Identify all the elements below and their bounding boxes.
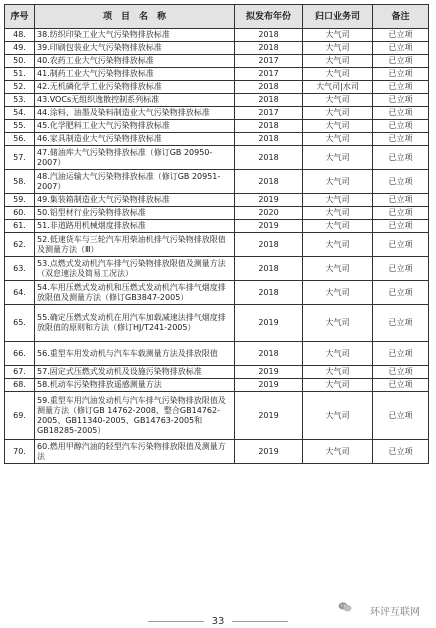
department: 大气司 [303,379,373,392]
table-row [5,342,429,366]
note-status: 已立项 [373,133,429,146]
table-header-row [5,5,429,29]
row-number: 65. [5,305,35,342]
note-status: 已立项 [373,29,429,42]
release-year: 2018 [235,94,303,107]
department: 大气司 [303,120,373,133]
standard-name: 57.固定式压燃式发动机及设施污染物排放标准 [35,366,235,379]
standard-name: 46.家具制造业大气污染物排放标准 [35,133,235,146]
note-status: 已立项 [373,207,429,220]
department: 大气司 [303,29,373,42]
department: 大气司 [303,170,373,194]
wechat-icon [338,601,352,613]
release-year: 2019 [235,220,303,233]
table-row [5,107,429,120]
standard-name: 50.铝型材行业污染物排放标准 [35,207,235,220]
release-year: 2019 [235,194,303,207]
row-number: 54. [5,107,35,120]
row-number: 69. [5,392,35,440]
standard-name: 49.集装箱制造业大气污染物排放标准 [35,194,235,207]
row-number: 68. [5,379,35,392]
standard-name: 55.确定压燃式发动机在用汽车加载减速法排气烟度排放限值的原则和方法（修订HJ/T241-2005） [35,305,235,342]
department: 大气司 [303,94,373,107]
table-row [5,233,429,257]
standard-name: 60.燃用甲醇汽油的轻型汽车污染物排放限值及测量方法 [35,440,235,464]
row-number: 48. [5,29,35,42]
row-number: 61. [5,220,35,233]
department: 大气司 [303,233,373,257]
page-footer [0,597,436,627]
header-dept: 归口业务司 [303,5,373,29]
standard-name: 48.汽油运输大气污染物排放标准（修订GB 20951-2007） [35,170,235,194]
table-row [5,42,429,55]
standard-name: 54.车用压燃式发动机和压燃式发动机汽车排气烟度排放限值及测量方法（修订GB3847-2005） [35,281,235,305]
row-number: 50. [5,55,35,68]
standard-name: 56.重型车用发动机与汽车车载测量方法及排放限值 [35,342,235,366]
note-status: 已立项 [373,342,429,366]
row-number: 63. [5,257,35,281]
department: 大气司 [303,440,373,464]
standard-name: 43.VOCs无组织逸散控制系列标准 [35,94,235,107]
standard-name: 53.点燃式发动机汽车排气污染物排放限值及测量方法（双怠速法及简易工况法） [35,257,235,281]
standard-name: 39.印刷包装业大气污染物排放标准 [35,42,235,55]
release-year: 2020 [235,207,303,220]
table-row [5,146,429,170]
table-row [5,29,429,42]
department: 大气司 [303,146,373,170]
table-row [5,281,429,305]
table-row [5,440,429,464]
row-number: 56. [5,133,35,146]
page-number [0,616,436,627]
table-row [5,133,429,146]
release-year: 2017 [235,68,303,81]
standard-name: 45.化学肥料工业大气污染物排放标准 [35,120,235,133]
department: 大气司|水司 [303,81,373,94]
release-year: 2018 [235,233,303,257]
department: 大气司 [303,207,373,220]
note-status: 已立项 [373,170,429,194]
note-status: 已立项 [373,233,429,257]
department: 大气司 [303,342,373,366]
table-row [5,366,429,379]
standard-name: 41.制药工业大气污染物排放标准 [35,68,235,81]
table-row [5,55,429,68]
table-row [5,257,429,281]
department: 大气司 [303,392,373,440]
standard-name: 47.储油库大气污染物排放标准（修订GB 20950-2007） [35,146,235,170]
row-number: 49. [5,42,35,55]
note-status: 已立项 [373,81,429,94]
department: 大气司 [303,257,373,281]
department: 大气司 [303,194,373,207]
release-year: 2019 [235,392,303,440]
header-no: 序号 [5,5,35,29]
release-year: 2018 [235,146,303,170]
note-status: 已立项 [373,146,429,170]
standard-name: 51.非道路用机械烟度排放标准 [35,220,235,233]
note-status: 已立项 [373,366,429,379]
table-row [5,220,429,233]
note-status: 已立项 [373,120,429,133]
release-year: 2019 [235,305,303,342]
release-year: 2019 [235,379,303,392]
release-year: 2018 [235,29,303,42]
table-row [5,68,429,81]
table-row [5,207,429,220]
note-status: 已立项 [373,220,429,233]
table-row [5,379,429,392]
note-status: 已立项 [373,379,429,392]
release-year: 2018 [235,120,303,133]
row-number: 66. [5,342,35,366]
header-note: 备注 [373,5,429,29]
department: 大气司 [303,107,373,120]
table-row [5,120,429,133]
department: 大气司 [303,68,373,81]
department: 大气司 [303,305,373,342]
department: 大气司 [303,42,373,55]
row-number: 64. [5,281,35,305]
standard-name: 44.涂料、油墨及染料制造业大气污染物排放标准 [35,107,235,120]
standard-name: 59.重型车用汽油发动机与汽车排气污染物排放限值及测量方法（修订GB 14762-2008，整合GB14762-2005、GB11340-2005、GB14763-2005和GB18285-2005） [35,392,235,440]
release-year: 2019 [235,440,303,464]
note-status: 已立项 [373,55,429,68]
release-year: 2018 [235,257,303,281]
note-status: 已立项 [373,194,429,207]
release-year: 2018 [235,342,303,366]
department: 大气司 [303,281,373,305]
standard-name: 42.无机磷化学工业污染物排放标准 [35,81,235,94]
note-status: 已立项 [373,281,429,305]
row-number: 62. [5,233,35,257]
row-number: 67. [5,366,35,379]
standard-name: 58.机动车污染物排放遥感测量方法 [35,379,235,392]
row-number: 70. [5,440,35,464]
note-status: 已立项 [373,257,429,281]
row-number: 57. [5,146,35,170]
header-year: 拟发布年份 [235,5,303,29]
release-year: 2018 [235,81,303,94]
page-number-text: 33 [211,616,225,627]
note-status: 已立项 [373,107,429,120]
row-number: 51. [5,68,35,81]
row-number: 59. [5,194,35,207]
row-number: 60. [5,207,35,220]
release-year: 2018 [235,281,303,305]
release-year: 2017 [235,55,303,68]
row-number: 53. [5,94,35,107]
note-status: 已立项 [373,440,429,464]
department: 大气司 [303,55,373,68]
row-number: 52. [5,81,35,94]
standards-table [4,4,429,464]
row-number: 58. [5,170,35,194]
table-row [5,305,429,342]
table-row [5,170,429,194]
table-row [5,194,429,207]
watermark-text: 环评互联网 [370,607,420,618]
note-status: 已立项 [373,42,429,55]
note-status: 已立项 [373,305,429,342]
header-name: 项 目 名 称 [35,5,235,29]
department: 大气司 [303,133,373,146]
row-number: 55. [5,120,35,133]
note-status: 已立项 [373,68,429,81]
standard-name: 38.纺织印染工业大气污染物排放标准 [35,29,235,42]
release-year: 2017 [235,107,303,120]
table-row [5,94,429,107]
note-status: 已立项 [373,94,429,107]
release-year: 2018 [235,133,303,146]
release-year: 2019 [235,366,303,379]
department: 大气司 [303,220,373,233]
release-year: 2018 [235,170,303,194]
release-year: 2018 [235,42,303,55]
standard-name: 52.低速货车与三轮汽车用柴油机排气污染物排放限值及测量方法（Ⅲ） [35,233,235,257]
table-row [5,392,429,440]
note-status: 已立项 [373,392,429,440]
standard-name: 40.农药工业大气污染物排放标准 [35,55,235,68]
department: 大气司 [303,366,373,379]
table-row [5,81,429,94]
